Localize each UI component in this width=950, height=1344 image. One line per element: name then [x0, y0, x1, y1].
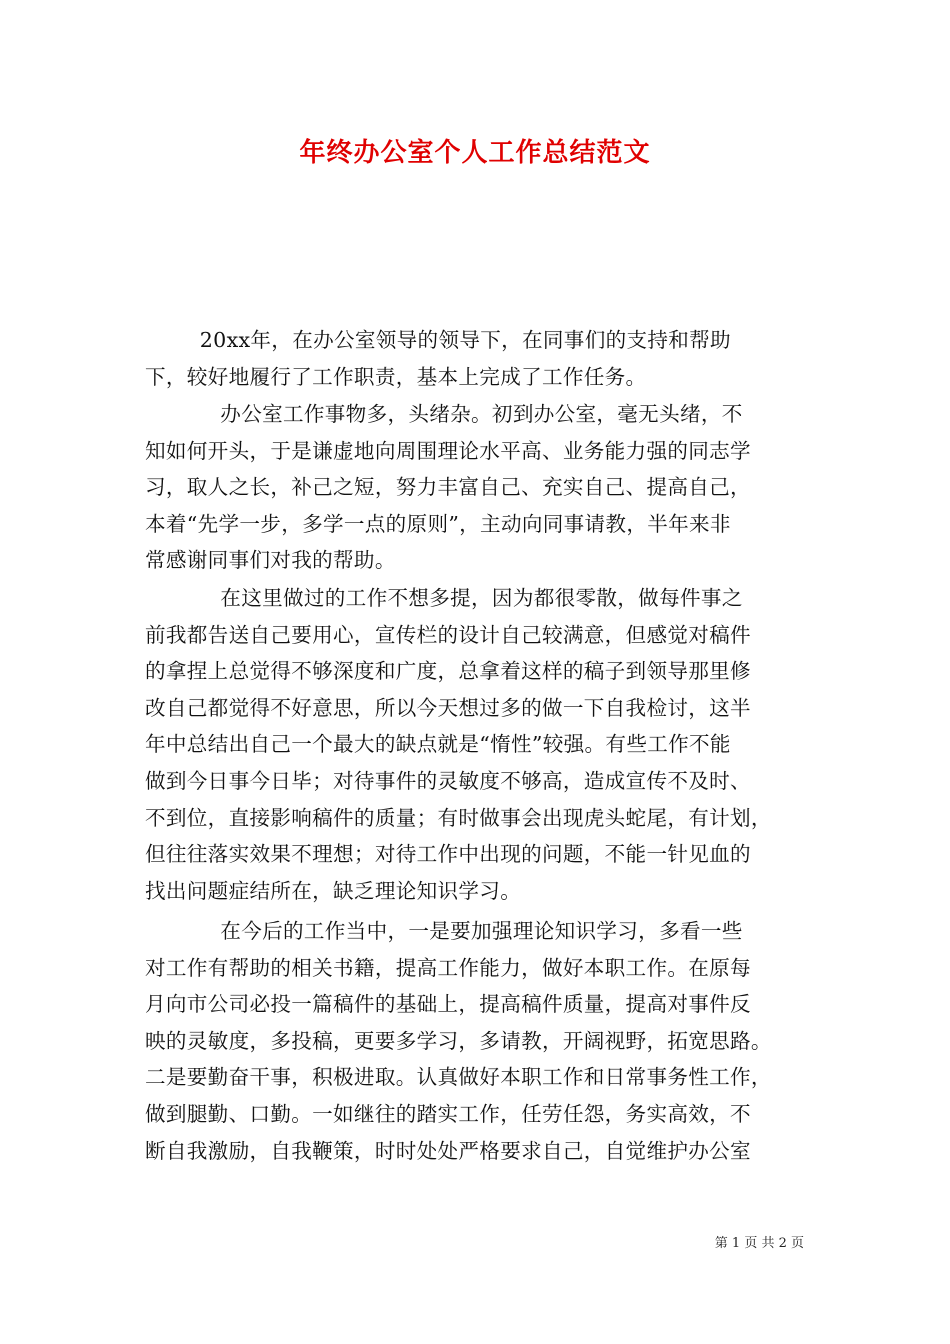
text-line: 断自我激励，自我鞭策，时时处处严格要求自己，自觉维护办公室: [145, 1138, 751, 1163]
text-line: 办公室工作事物多，头绪杂。初到办公室，毫无头绪，不: [145, 402, 743, 426]
text-line: 做到今日事今日毕；对待事件的灵敏度不够高，造成宣传不及时、: [145, 768, 751, 793]
page-number: 第 1 页 共 2 页: [714, 1236, 804, 1251]
paragraph-3: [145, 580, 810, 909]
text-line: 前我都告送自己要用心，宣传栏的设计自己较满意，但感觉对稿件: [145, 622, 751, 647]
text-line: 在这里做过的工作不想多提，因为都很零散，做每件事之: [145, 586, 743, 610]
text-line: 的拿捏上总觉得不够深度和广度，总拿着这样的稿子到领导那里修: [145, 659, 751, 684]
text-line: 做到腿勤、口勤。一如继往的踏实工作，任劳任怨，务实高效，不: [145, 1101, 751, 1126]
text-line: 年中总结出自己一个最大的缺点就是“惰性”较强。有些工作不能: [145, 732, 731, 757]
text-line: 映的灵敏度，多投稿，更要多学习，多请教，开阔视野，拓宽思路。: [145, 1028, 772, 1053]
text-line: 习，取人之长，补己之短，努力丰富自己、充实自己、提高自己，: [145, 475, 751, 500]
text-line: 下，较好地履行了工作职责，基本上完成了工作任务。: [145, 364, 647, 389]
text-line: 不到位，直接影响稿件的质量；有时做事会出现虎头蛇尾，有计划，: [145, 805, 772, 830]
text-line: 找出问题症结所在，缺乏理论知识学习。: [145, 878, 522, 903]
text-line: 对工作有帮助的相关书籍，提高工作能力，做好本职工作。在原每: [145, 955, 751, 980]
text-line: 常感谢同事们对我的帮助。: [145, 548, 396, 573]
text-line: 但往往落实效果不理想；对待工作中出现的问题，不能一针见血的: [145, 842, 751, 867]
text-line: 20xx年，在办公室领导的领导下，在同事们的支持和帮助: [145, 328, 731, 352]
paragraph-4: [145, 913, 810, 1169]
paragraph-2: [145, 396, 810, 579]
text-line: 改自己都觉得不好意思，所以今天想过多的做一下自我检讨，这半: [145, 695, 751, 720]
paragraph-1: [145, 322, 810, 395]
text-line: 二是要勤奋干事，积极进取。认真做好本职工作和日常事务性工作，: [145, 1065, 772, 1090]
text-line: 本着“先学一步，多学一点的原则”，主动向同事请教，半年来非: [145, 511, 731, 536]
text-line: 知如何开头，于是谦虚地向周围理论水平高、业务能力强的同志学: [145, 438, 751, 463]
document-title: 年终办公室个人工作总结范文: [299, 138, 651, 168]
text-line: 月向市公司必投一篇稿件的基础上，提高稿件质量，提高对事件反: [145, 992, 751, 1017]
text-line: 在今后的工作当中，一是要加强理论知识学习，多看一些: [145, 919, 743, 943]
